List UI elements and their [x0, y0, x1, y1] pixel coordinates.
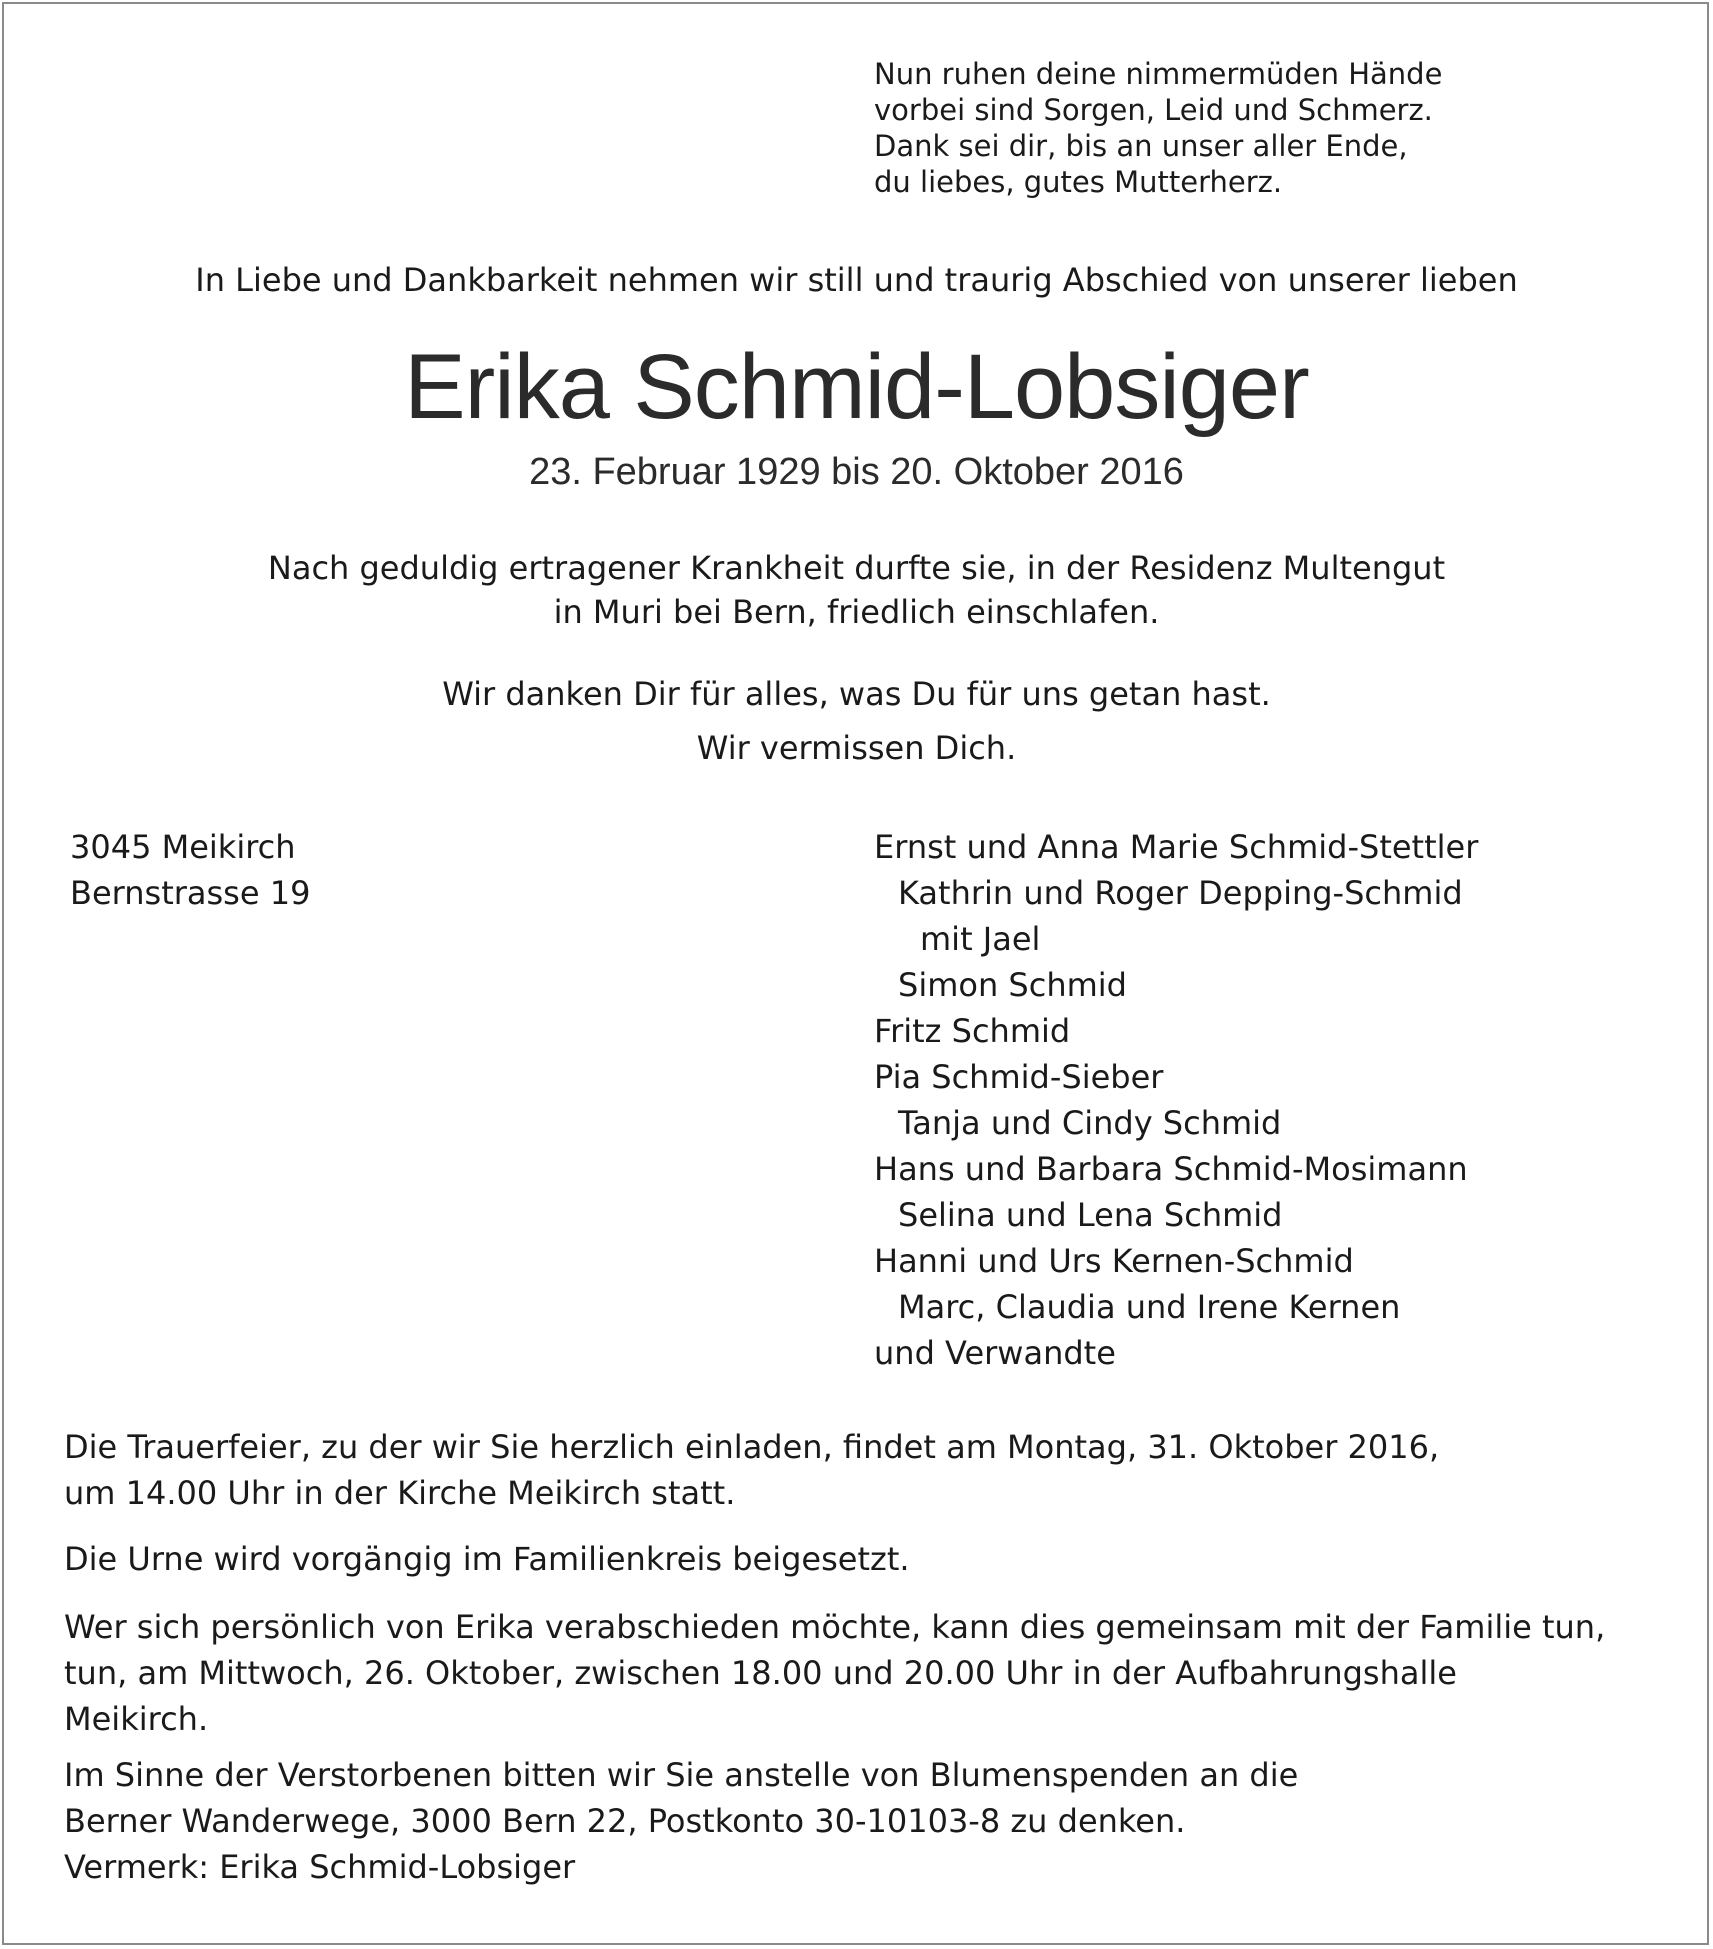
intro-text: In Liebe und Dankbarkeit nehmen wir still und traurig Abschied von unserer lieben — [195, 261, 1518, 299]
family-member: Fritz Schmid — [874, 1012, 1071, 1050]
deceased-name: Erika Schmid-Lobsiger — [404, 336, 1309, 438]
family-member: Tanja und Cindy Schmid — [898, 1104, 1282, 1142]
funeral-line: um 14.00 Uhr in der Kirche Meikirch statt. — [64, 1474, 736, 1512]
family-list — [874, 824, 1478, 1376]
family-member: Hans und Barbara Schmid-Mosimann — [874, 1150, 1468, 1188]
family-member: Selina und Lena Schmid — [898, 1196, 1283, 1234]
funeral-info — [64, 1424, 1439, 1516]
donation-line: Berner Wanderwege, 3000 Bern 22, Postkonto 30-10103-8 zu denken. — [64, 1802, 1186, 1840]
life-dates: 23. Februar 1929 bis 20. Oktober 2016 — [529, 451, 1184, 493]
family-member: und Verwandte — [874, 1334, 1116, 1372]
donation-info — [64, 1752, 1298, 1890]
farewell-line: Meikirch. — [64, 1700, 209, 1738]
donation-line: Vermerk: Erika Schmid-Lobsiger — [64, 1848, 576, 1886]
funeral-line: Die Trauerfeier, zu der wir Sie herzlich einladen, findet am Montag, 31. Oktober 2016, — [64, 1428, 1440, 1466]
family-member: Pia Schmid-Sieber — [874, 1058, 1164, 1096]
farewell-info — [64, 1604, 1605, 1742]
family-member: mit Jael — [920, 920, 1041, 958]
family-member: Simon Schmid — [898, 966, 1127, 1004]
poem-line: Dank sei dir, bis an unser aller Ende, — [874, 129, 1408, 163]
address-line: Bernstrasse 19 — [70, 874, 311, 912]
thanks-text: Wir danken Dir für alles, was Du für uns getan hast. — [442, 675, 1271, 713]
poem — [874, 56, 1442, 200]
poem-line: vorbei sind Sorgen, Leid und Schmerz. — [874, 93, 1433, 127]
passing-line: Nach geduldig ertragener Krankheit durfte sie, in der Residenz Multengut — [267, 549, 1446, 587]
donation-line: Im Sinne der Verstorbenen bitten wir Sie anstelle von Blumenspenden an die — [64, 1756, 1299, 1794]
passing-line: in Muri bei Bern, friedlich einschlafen. — [553, 593, 1160, 631]
mourning-address — [70, 824, 310, 916]
family-member: Kathrin und Roger Depping-Schmid — [898, 874, 1463, 912]
miss-text: Wir vermissen Dich. — [696, 729, 1017, 767]
farewell-line: Wer sich persönlich von Erika verabschieden möchte, kann dies gemeinsam mit der Familie tun, — [64, 1608, 1606, 1646]
address-line: 3045 Meikirch — [70, 828, 296, 866]
poem-line: Nun ruhen deine nimmermüden Hände — [874, 57, 1443, 91]
family-member: Hanni und Urs Kernen-Schmid — [874, 1242, 1354, 1280]
farewell-line: tun, am Mittwoch, 26. Oktober, zwischen 18.00 und 20.00 Uhr in der Aufbahrungshalle — [64, 1654, 1457, 1692]
family-member: Marc, Claudia und Irene Kernen — [898, 1288, 1401, 1326]
urn-info: Die Urne wird vorgängig im Familienkreis beigesetzt. — [64, 1540, 910, 1578]
family-member: Ernst und Anna Marie Schmid-Stettler — [874, 828, 1479, 866]
poem-line: du liebes, gutes Mutterherz. — [874, 165, 1283, 199]
passing-text — [0, 546, 1713, 634]
